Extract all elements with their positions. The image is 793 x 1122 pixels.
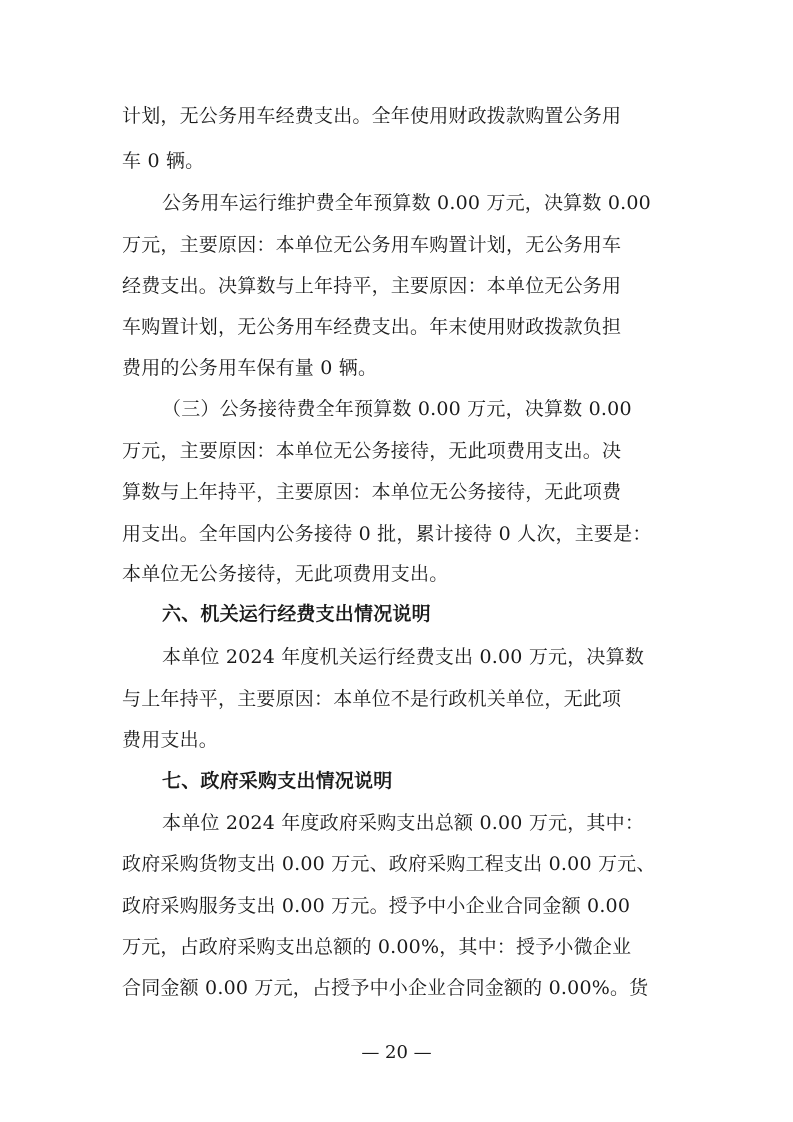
body-line: 与上年持平，主要原因：本单位不是行政机关单位，无此项 — [122, 688, 622, 710]
body-line: 合同金额 0.00 万元，占授予中小企业合同金额的 0.00%。货 — [122, 977, 649, 999]
body-line: 用支出。全年国内公务接待 0 批，累计接待 0 人次，主要是： — [122, 523, 652, 545]
body-line: 算数与上年持平，主要原因：本单位无公务接待，无此项费 — [122, 481, 622, 503]
body-line: 费用支出。 — [122, 729, 219, 751]
body-line: 费用的公务用车保有量 0 辆。 — [122, 357, 378, 379]
body-line: 万元，主要原因：本单位无公务接待，无此项费用支出。决 — [122, 440, 622, 462]
body-line: 政府采购服务支出 0.00 万元。授予中小企业合同金额 0.00 — [122, 895, 631, 917]
page-number: — 20 — — [361, 1042, 432, 1063]
body-line: 万元，占政府采购支出总额的 0.00%，其中：授予小微企业 — [122, 936, 632, 958]
body-line: 万元，主要原因：本单位无公务用车购置计划，无公务用车 — [122, 234, 622, 256]
body-line: 车 0 辆。 — [122, 150, 205, 172]
section-heading: 七、政府采购支出情况说明 — [162, 770, 393, 792]
body-line: 本单位无公务接待，无此项费用支出。 — [122, 563, 449, 585]
body-line: 计划，无公务用车经费支出。全年使用财政拨款购置公务用 — [122, 105, 622, 127]
paragraph-first-line: 本单位 2024 年度政府采购支出总额 0.00 万元，其中： — [162, 812, 645, 834]
body-line: 政府采购货物支出 0.00 万元、政府采购工程支出 0.00 万元、 — [122, 853, 656, 875]
section-heading: 六、机关运行经费支出情况说明 — [162, 603, 431, 625]
body-line: 车购置计划，无公务用车经费支出。年末使用财政拨款负担 — [122, 316, 622, 338]
paragraph-first-line: 公务用车运行维护费全年预算数 0.00 万元，决算数 0.00 — [162, 192, 651, 214]
body-line: 经费支出。决算数与上年持平，主要原因：本单位无公务用 — [122, 275, 622, 297]
paragraph-first-line: （三）公务接待费全年预算数 0.00 万元，决算数 0.00 — [162, 398, 632, 420]
paragraph-first-line: 本单位 2024 年度机关运行经费支出 0.00 万元，决算数 — [162, 646, 645, 668]
